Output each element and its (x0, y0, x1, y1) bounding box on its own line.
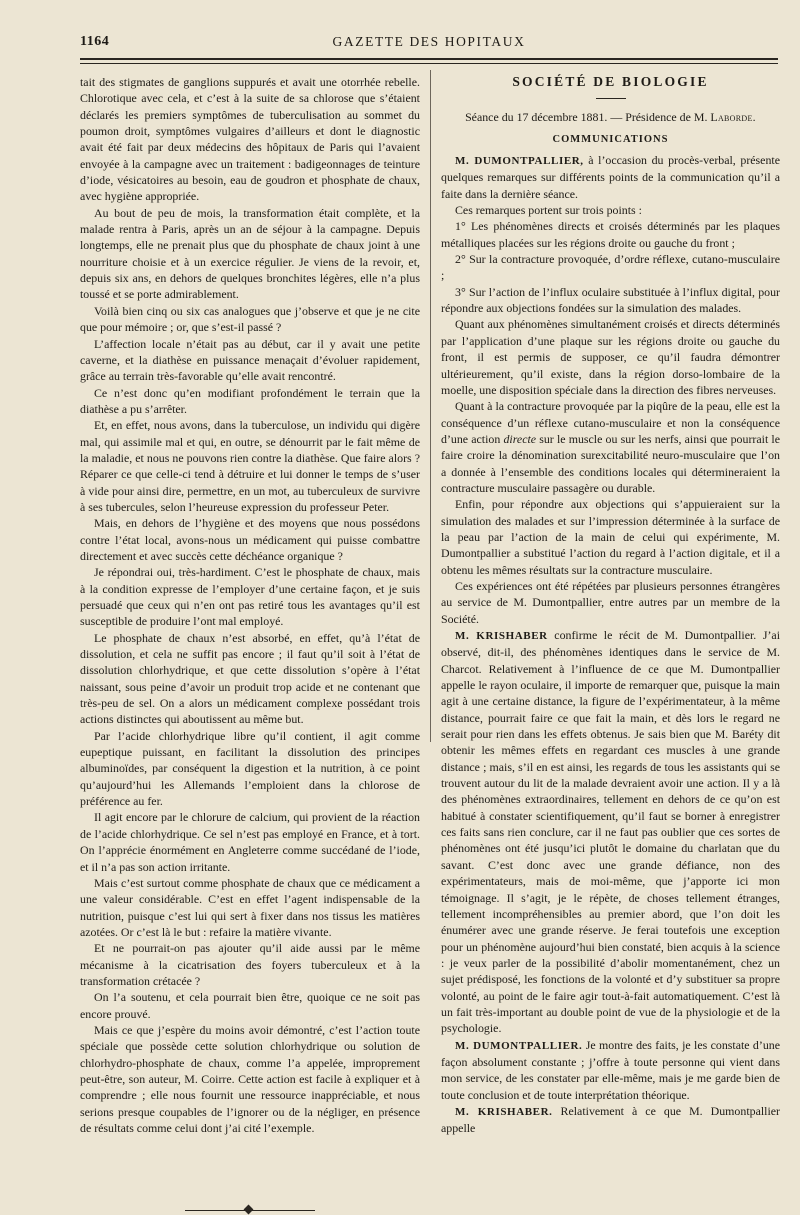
ornament-diamond (244, 1205, 254, 1215)
emphasis: directe (503, 431, 537, 446)
seance-line (441, 109, 780, 125)
left-column (80, 74, 420, 1214)
seance-president: Laborde. (710, 110, 756, 125)
column-divider (430, 70, 431, 742)
paragraph: Au bout de peu de mois, la transformation était complète, et la malade rentra à Paris, après un an de séjour à la campagne. Depuis longtemps, elle ne prenait plus que du phosphate de chaux joint à une nourriture choisie et à un exercice régulier. Je viens de la revoir, et, depuis six ans, en dehors de quelques bronchites légères, elle n’a plus toussé et se porte admirablement. (80, 205, 420, 302)
running-title: GAZETTE DES HOPITAUX (332, 34, 526, 49)
paragraph: Quant aux phénomènes simultanément croisés et directs déterminés par l’application d’une plaque sur les régions droite ou gauche du front, il est permis de supposer, ce qu’il faudra démontrer ultérieurement, qu’il existe, dans la région dorso-lombaire de la moelle, une disposition spéciale dans la direction des fibres nerveuses. (441, 317, 780, 397)
speech-text: Relativement à ce que M. Dumontpallier appelle (441, 1103, 781, 1136)
paragraph: Ce n’est donc qu’en modifiant profondément le terrain que la diathèse a pu s’arrêter. (80, 385, 420, 416)
subheading: COMMUNICATIONS (552, 133, 669, 145)
paragraph (441, 398, 780, 496)
paragraph: Il agit encore par le chlorure de calcium, qui provient de la réaction de l’acide chlorhydrique. Ce sel n’est pas employé en France, et à tort. On l’apprécie énormément en Angleterre comme succédané de l’iode, et il n’a pas son action irritante. (80, 810, 420, 874)
paragraph: Ces expériences ont été répétées par plusieurs personnes étrangères au service de M. Dumontpallier, entre autres par un membre de la Société. (441, 578, 780, 626)
paragraph: Je répondrai oui, très-hardiment. C’est le phosphate de chaux, mais à la condition expresse de l’employer d’une certaine façon, et je suis persuadé que ceux qui n’en ont pas retiré tous les avantages qu’il est susceptible de produire l’ont mal employé. (80, 565, 420, 629)
end-ornament (185, 1206, 315, 1214)
section-title: SOCIÉTÉ DE BIOLOGIE (512, 74, 709, 89)
paragraph: On l’a soutenu, et cela pourrait bien être, quoique ce ne soit pas encore prouvé. (80, 990, 420, 1021)
section-rule (596, 98, 626, 99)
paragraph: tait des stigmates de ganglions suppurés et avait une otorrhée rebelle. Chlorotique avec cela, et c’est à la suite de sa chlorose que s’étaient déclarés les premiers symptômes de tuberculisation au sommet du poumon droit, symptômes vulgaires d’ailleurs et dont le diagnostic avait été fait par deux médecins des hôpitaux de Paris qui l’avaient envoyée à la campagne avec un traitement : badigeonnages de teinture d’iode, vésicatoires au besoin, eau de goudron et phosphate de chaux, avec hygiène appropriée. (80, 75, 420, 204)
paragraph: Mais ce que j’espère du moins avoir démontré, c’est l’action toute spéciale que possède cette solution chlorhydrique ou solution de chlorhydro-phosphate de chaux, comme l’a appelée, improprement peut-être, son auteur, M. Coirre. Cette action est facile à expliquer et à comprendre ; elle nous fournit une ressource inappréciable, et nous serions presque coupables de l’ignorer ou de la négliger, en présence de résultats comme celui dont j’ai cité l’exemple. (80, 1022, 420, 1135)
paragraph: Voilà bien cinq ou six cas analogues que j’observe et que je ne cite que pour mémoire ; or, que s’est-il passé ? (80, 303, 420, 335)
paragraph (441, 1103, 780, 1137)
speaker-name: M. KRISHABER. (455, 1105, 553, 1118)
text-span: Quant à la contracture provoquée par la piqûre de la peau, elle est la conséquence d’un réflexe cutano-musculaire et non la conséquence d’une action (441, 399, 780, 446)
paragraph (441, 627, 780, 1037)
paragraph: Par l’acide chlorhydrique libre qu’il contient, il agit comme eupeptique puissant, en facilitant la dissolution des principes albuminoïdes, par conséquent la digestion et la nutrition, à ce point qu’aujourd’hui les Allemands l’emploient dans la chlorose de préférence au fer. (80, 728, 420, 809)
speech-text: confirme le récit de M. Dumontpallier. J’ai observé, dit-il, des phénomènes identiques dans le service de M. Charcot. Relativement à l’influence de ce que M. Dumontpallier appelle le rayon oculaire, il importe de remarquer que, puisque la main agit à une certaine distance, la figure de l’expérimentateur, à la même distance, pourrait faire ce que fait la main, et dès lors le regard ne serait pour rien dans les effets obtenus. Je sais bien que M. Baréty dit obtenir les mêmes effets en regardant ces muscles à une grande distance ; mais, s’il en est ainsi, les regards de tous les assistants qui se trouvent autour du lit de la malade devraient avoir une action. Il y a là des phénomènes extraordinaires, tellement en dehors de ce qu’on est habitué à constater scientifiquement, qu’il faut se borner à enregistrer ces faits sans rien conclure, car il ne faut pas oublier que ces sortes de phénomènes ont été jusqu’ici plutôt le domaine du charlatan que du savant. C’est donc avec une grande défiance, non des expérimentateurs, mais de moi-même, que j’apporte ici mon témoignage. Il s’agit, je le répète, de choses tellement étranges, tellement incompréhensibles au premier abord, que l’on doit les énumérer avec une grande réserve. Je ferai toutefois une exception pour un phénomène aujourd’hui bien constaté, bien acquis à la science : je veux parler de la possibilité d’abolir momentanément, chez un sujet prédisposé, les fonctions de la volonté et d’y substituer sa propre volonté, au point de le faire agir tout-à-fait automatiquement. C’est là un fait très-important au double point de vue de la physiologie et de la psychologie. (441, 628, 780, 1036)
page-number: 1164 (80, 34, 110, 49)
paragraph: Enfin, pour répondre aux objections qui s’appuieraient sur la simulation des malades et sur l’impression déterminée à la surface de la peau par l’action de la main de celui qui expérimente, M. Dumontpallier a substitué l’action du regard à l’action digitale, et il a obtenu les mêmes résultats sur la contracture musculaire. (441, 497, 780, 577)
speech-text: Je montre des faits, je les constate d’une façon absolument constante ; j’offre à toute personne qui vient dans mon service, de les constater par elle-même, mais je me garde bien de toute conclusion et de toute interprétation théorique. (441, 1037, 781, 1102)
paragraph (441, 1037, 780, 1103)
speaker-name: M. KRISHABER (455, 630, 548, 642)
header-rule-thick (80, 58, 778, 60)
speaker-name: M. DUMONTPALLIER, (455, 155, 584, 168)
paragraph: Mais, en dehors de l’hygiène et des moyens que nous possédons contre l’état local, avons-nous un médicament qui puisse combattre directement et avec succès cette déchéance organique ? (80, 516, 420, 563)
text-span: sur le muscle ou sur les nerfs, ainsi que pourrait le faire croire la dénomination surexcitabilité neuro-musculaire que l’on a donnée à l’ensemble des conditions locales qui détermineraient la contracture musculaire passagère ou durable. (441, 431, 780, 495)
header-rule-thin (80, 63, 778, 64)
paragraph (441, 152, 780, 202)
paragraph: Ces remarques portent sur trois points : (455, 203, 642, 218)
paragraph: 1° Les phénomènes directs et croisés déterminés par les plaques métalliques placées sur les régions droite ou gauche du front ; (441, 219, 780, 250)
paragraph: Et, en effet, nous avons, dans la tuberculose, un individu qui digère mal, qui assimile mal et qui, en outre, se dénourrit par le fait même de la maladie, et nous ne pouvons rien contre la diathèse. Que faire alors ? Réparer ce que celle-ci tend à détruire et lui donner le temps de s’user à vide pour ainsi dire, permettre, en un mot, au tuberculeux de survivre à ses tubercules, selon l’heureuse expression du professeur Peter. (80, 418, 420, 514)
right-column (441, 74, 780, 1137)
paragraph: Mais c’est surtout comme phosphate de chaux que ce médicament a une valeur considérable. C’est en effet l’agent indispensable de la nutrition, puisque c’est lui qui sert à fixer dans nos tissus les matières azotées. Or c’est là le but : refaire la matière vivante. (80, 875, 420, 939)
paragraph: Et ne pourrait-on pas ajouter qu’il aide aussi par le même mécanisme à la cicatrisation des foyers tuberculeux et à la transformation crétacée ? (80, 941, 420, 988)
paragraph: Le phosphate de chaux n’est absorbé, en effet, qu’à l’état de dissolution, et cela ne suffit pas encore ; il faut qu’il soit à l’état de dissolution chlorhydrique, et que cette dissolution s’opère à l’état naissant, sous peine d’avoir un produit trop acide et ne contenant que très-peu de sel. On a alors un médicament complexe possédant trois actions distinctes qui aboutissent au même but. (80, 630, 420, 727)
speaker-name: M. DUMONTPALLIER. (455, 1039, 583, 1052)
paragraph: 2° Sur la contracture provoquée, d’ordre réflexe, cutano-musculaire ; (441, 252, 780, 283)
paragraph: 3° Sur l’action de l’influx oculaire substituée à l’influx digital, pour répondre aux objections fondées sur la simulation des malades. (441, 284, 780, 316)
seance-prefix: Séance du 17 décembre 1881. — Présidence de M. (465, 110, 711, 125)
page-header (80, 34, 778, 52)
speech-text: à l’occasion du procès-verbal, présente quelques remarques sur différents points de la communication qu’il a faite dans la dernière séance. (441, 153, 780, 201)
paragraph: L’affection locale n’était pas au début, car il y avait une petite caverne, et la diathèse en puissance menaçait d’évoluer rapidement, grâce au terrain très-favorable qu’elle avait rencontré. (80, 336, 420, 384)
